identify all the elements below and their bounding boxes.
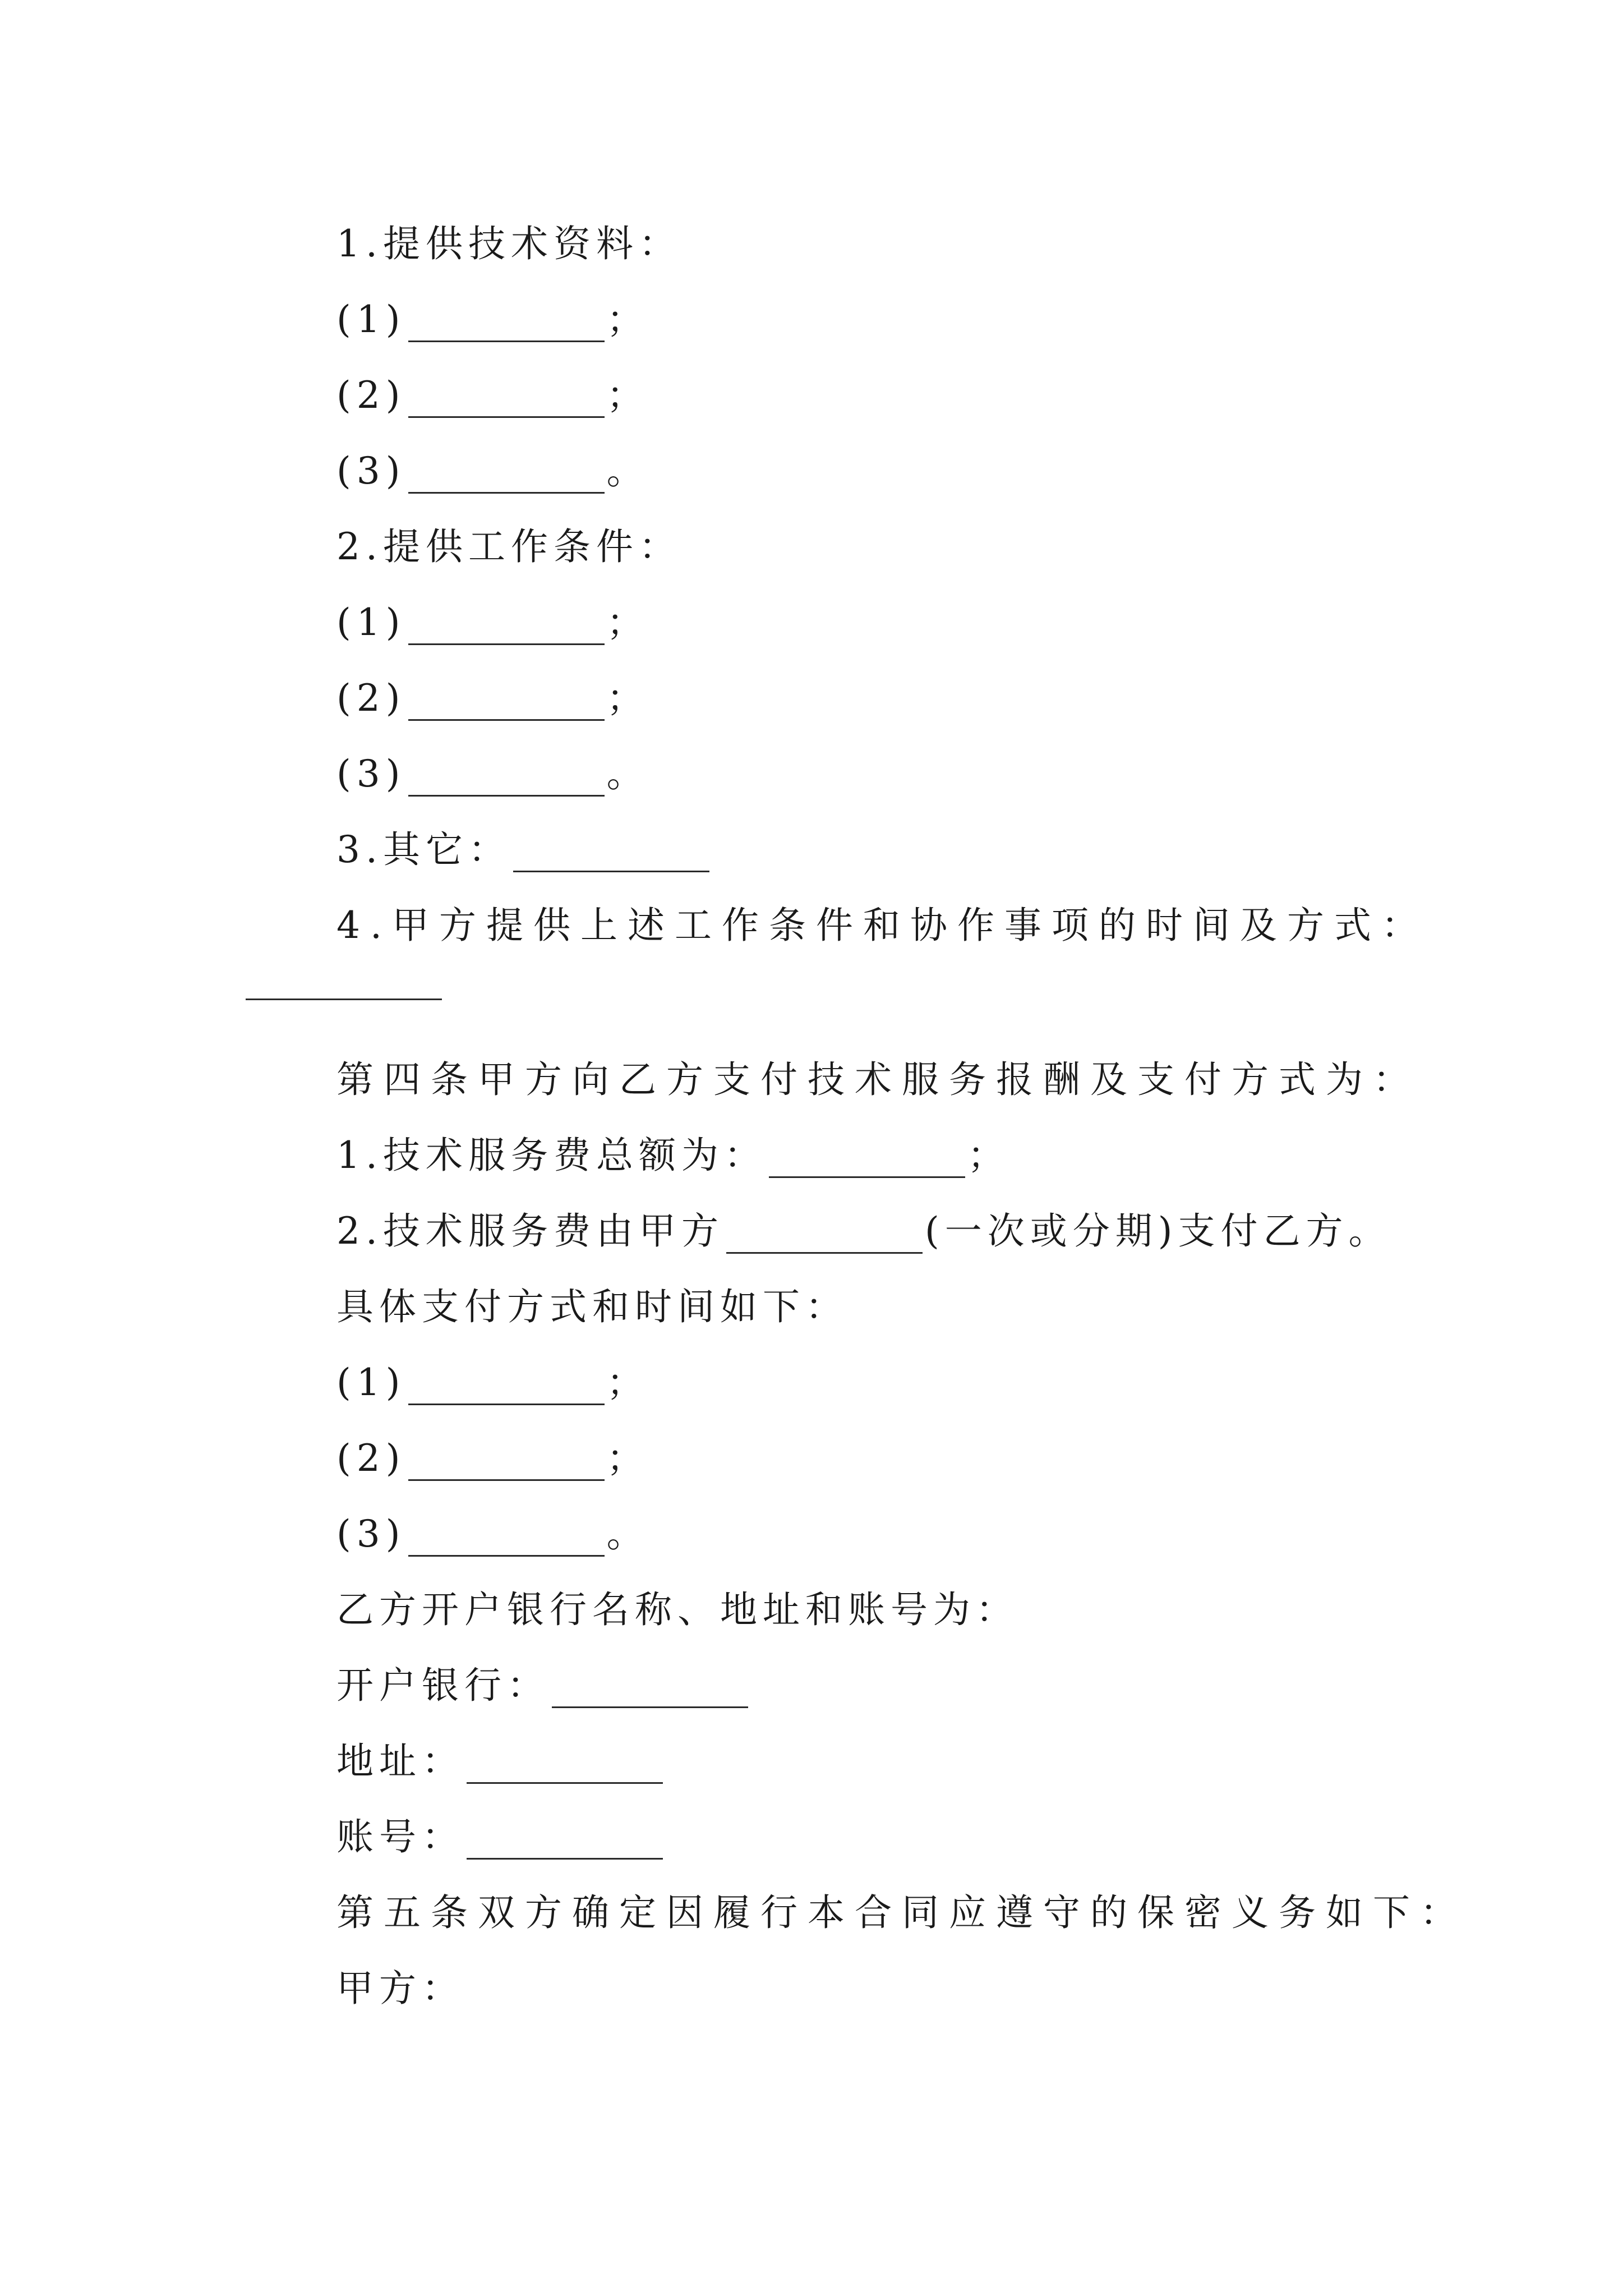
paragraph-line (336, 1588, 1018, 1632)
item-number: (3) (336, 449, 406, 493)
line-text: 甲方： (336, 1967, 464, 2010)
article-5-heading (336, 1890, 1467, 1935)
line-text: 第五条双方确定因履行本合同应遵守的保密义务如下： (336, 1891, 1467, 1934)
fill-in-blank[interactable] (552, 1673, 748, 1708)
item-punctuation: ； (967, 1134, 1010, 1177)
fill-in-blank[interactable] (408, 1521, 605, 1557)
fill-in-blank[interactable] (408, 610, 605, 645)
section-item-3 (336, 827, 712, 872)
fill-in-blank[interactable] (408, 307, 605, 342)
field-label: 账号： (336, 1815, 464, 1858)
list-item (336, 1436, 649, 1481)
list-item (336, 449, 649, 494)
item-punctuation: ； (606, 298, 649, 341)
list-item (336, 676, 649, 721)
list-item (336, 752, 649, 797)
fill-in-blank[interactable] (408, 383, 605, 418)
fill-in-blank[interactable] (467, 1824, 663, 1860)
item-punctuation: 。 (606, 752, 649, 795)
item-punctuation: ； (606, 374, 649, 417)
fill-in-blank[interactable] (513, 837, 709, 872)
fill-in-blank[interactable] (246, 999, 442, 1000)
line-text: 1.技术服务费总额为： (336, 1134, 767, 1177)
section-item-2-heading (336, 524, 681, 569)
item-punctuation: ； (606, 601, 649, 644)
line-text: 第四条甲方向乙方支付技术服务报酬及支付方式为： (336, 1058, 1420, 1101)
item-number: (2) (336, 677, 406, 720)
address-field (336, 1739, 665, 1784)
bank-name-field (336, 1663, 750, 1708)
list-item (336, 297, 649, 342)
item-number: (3) (336, 752, 406, 795)
list-item (336, 1133, 1010, 1178)
item-number: (2) (336, 1437, 406, 1480)
item-punctuation: 。 (606, 1512, 649, 1556)
fill-in-blank[interactable] (408, 685, 605, 721)
fill-in-blank[interactable] (408, 761, 605, 797)
fill-in-blank[interactable] (726, 1218, 923, 1254)
item-number: (3) (336, 1512, 406, 1556)
list-item (336, 373, 649, 418)
paragraph-line (336, 1285, 848, 1329)
section-item-1-heading (336, 222, 681, 266)
line-text: 乙方开户银行名称、地址和账号为： (336, 1588, 1018, 1631)
list-item (336, 1512, 649, 1557)
item-number: (2) (336, 374, 406, 417)
item-punctuation: 。 (606, 449, 649, 493)
list-item (336, 1360, 649, 1405)
list-item (336, 600, 649, 645)
article-4-heading (336, 1057, 1420, 1102)
line-text: 具体支付方式和时间如下： (336, 1285, 848, 1328)
line-text: 2.提供工作条件： (336, 525, 681, 568)
fill-in-blank[interactable] (408, 458, 605, 494)
item-number: (1) (336, 601, 406, 644)
line-text-after: (一次或分期)支付乙方。 (924, 1209, 1391, 1253)
line-text: 2.技术服务费由甲方 (336, 1209, 724, 1253)
paragraph-line (336, 1966, 464, 2011)
line-text: 4.甲方提供上述工作条件和协作事项的时间及方式： (336, 904, 1428, 947)
item-punctuation: ； (606, 677, 649, 720)
item-number: (1) (336, 1361, 406, 1404)
field-label: 开户银行： (336, 1664, 550, 1707)
item-number: (1) (336, 298, 406, 341)
fill-in-blank[interactable] (408, 1446, 605, 1481)
fill-in-blank[interactable] (408, 1370, 605, 1405)
fill-in-blank[interactable] (769, 1143, 965, 1178)
item-punctuation: ； (606, 1361, 649, 1404)
account-field (336, 1815, 665, 1860)
list-item (336, 1209, 1391, 1254)
line-text: 1.提供技术资料： (336, 222, 681, 265)
item-punctuation: ； (606, 1437, 649, 1480)
line-text: 3.其它： (336, 828, 511, 871)
field-label: 地址： (336, 1740, 464, 1783)
section-item-4 (336, 903, 1428, 948)
fill-in-blank[interactable] (467, 1749, 663, 1784)
